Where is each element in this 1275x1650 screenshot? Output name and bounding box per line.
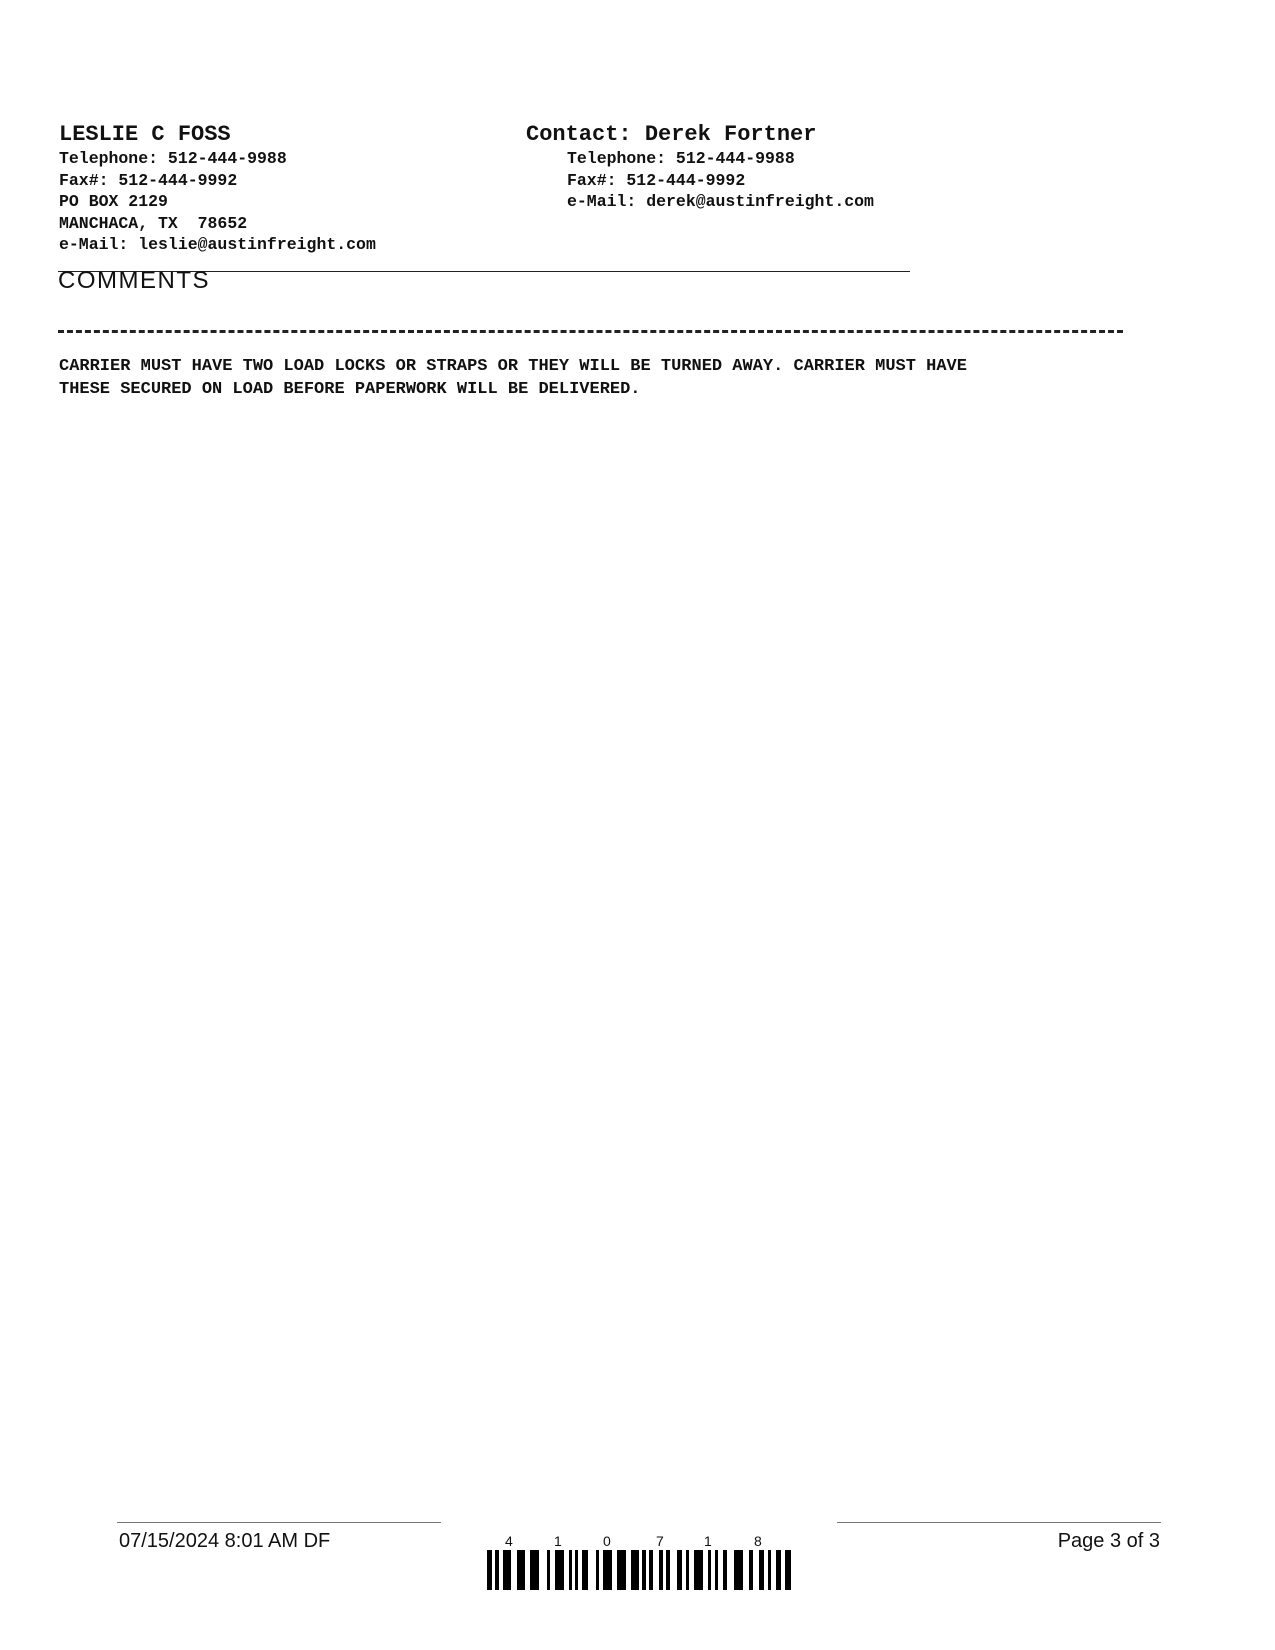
- barcode-digit: 1: [704, 1533, 712, 1549]
- comments-body: [59, 355, 1229, 401]
- shipper-name: LESLIE C FOSS: [59, 122, 231, 147]
- shipper-telephone: Telephone: 512-444-9988: [59, 149, 287, 168]
- footer-right-rule: [837, 1522, 1161, 1523]
- comment-line-1: CARRIER MUST HAVE TWO LOAD LOCKS OR STRAPS OR THEY WILL BE TURNED AWAY. CARRIER MUST HAVE: [59, 357, 967, 376]
- shipper-block: [59, 122, 376, 256]
- barcode: [487, 1550, 792, 1590]
- contact-name: Contact: Derek Fortner: [526, 122, 817, 147]
- footer-left-rule: [117, 1522, 441, 1523]
- footer-page-number: Page 3 of 3: [1057, 1530, 1160, 1552]
- footer-timestamp: 07/15/2024 8:01 AM DF: [119, 1530, 331, 1552]
- dashed-divider: [58, 330, 1123, 333]
- shipper-fax: Fax#: 512-444-9992: [59, 170, 238, 190]
- barcode-digit: 8: [754, 1533, 762, 1549]
- barcode-digit: 1: [554, 1533, 562, 1549]
- contact-email: e-Mail: derek@austinfreight.com: [567, 192, 874, 211]
- comment-line-2: THESE SECURED ON LOAD BEFORE PAPERWORK WILL BE DELIVERED.: [59, 380, 641, 399]
- shipper-address-line1: PO BOX 2129: [59, 192, 168, 211]
- barcode-digit: 4: [505, 1533, 513, 1549]
- shipper-email: e-Mail: leslie@austinfreight.com: [59, 235, 376, 254]
- barcode-digit: 0: [603, 1533, 611, 1549]
- shipper-address-line2: MANCHACA, TX 78652: [59, 213, 248, 233]
- comments-heading: COMMENTS: [58, 267, 210, 294]
- barcode-digit: 7: [656, 1533, 664, 1549]
- contact-telephone: Telephone: 512-444-9988: [567, 149, 795, 168]
- contact-block: [526, 122, 874, 213]
- contact-fax: Fax#: 512-444-9992: [567, 170, 746, 190]
